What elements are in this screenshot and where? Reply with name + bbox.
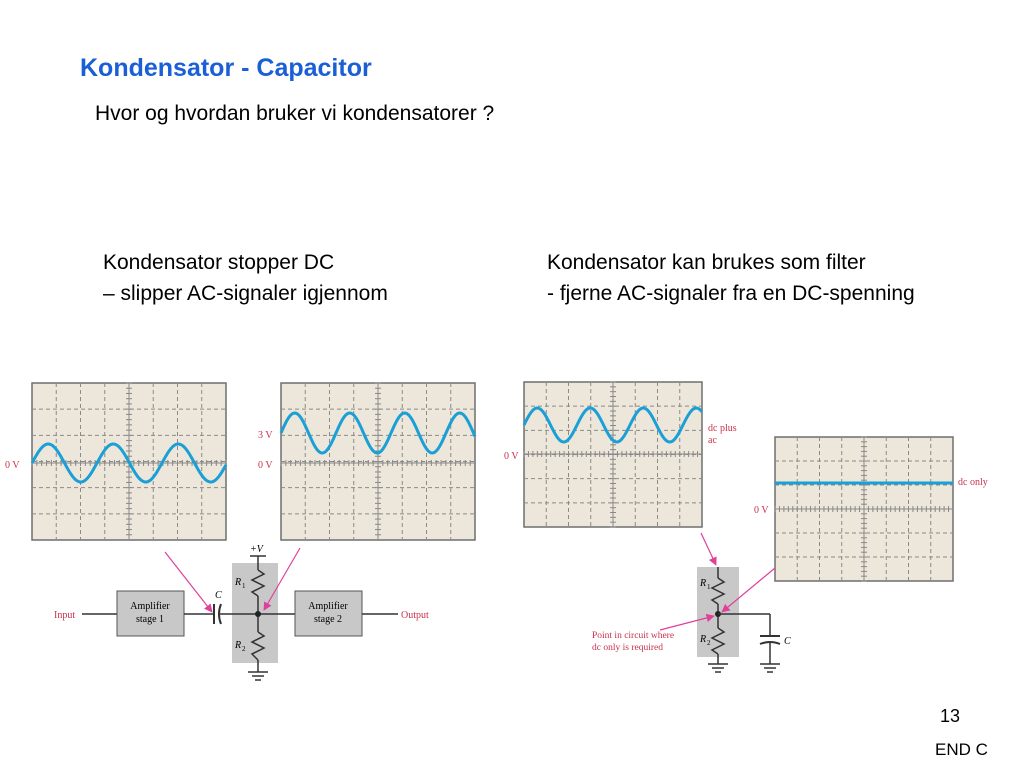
r2-subscript-right: 2 bbox=[707, 639, 711, 647]
scope-left-2 bbox=[281, 383, 475, 540]
stage1-line2: stage 1 bbox=[135, 614, 165, 625]
point-note-line1: Point in circuit where bbox=[592, 631, 675, 641]
slide-title: Kondensator - Capacitor bbox=[80, 54, 372, 82]
left-caption-line2: – slipper AC-signaler igjennom bbox=[103, 282, 388, 305]
r1-label: R bbox=[235, 577, 242, 588]
slide-subtitle: Hvor og hvordan bruker vi kondensatorer ? bbox=[95, 102, 495, 125]
scope-right-1-annotation-1: dc plus bbox=[708, 423, 737, 434]
scope-right-2 bbox=[775, 437, 953, 581]
scope-right-2-zero-label: 0 V bbox=[754, 505, 769, 516]
r2-label: R bbox=[235, 640, 242, 651]
capacitor-label: C bbox=[215, 590, 222, 601]
r1-subscript: 1 bbox=[242, 582, 246, 590]
arrow-right-scope1 bbox=[701, 533, 716, 565]
stage1-line1: Amplifier bbox=[130, 601, 170, 612]
scope-left-1 bbox=[32, 383, 226, 540]
stage2-line1: Amplifier bbox=[308, 601, 348, 612]
scope-right-1 bbox=[524, 382, 702, 527]
supply-label: +V bbox=[250, 544, 263, 555]
scope-left-2-dc-label: 3 V bbox=[258, 430, 273, 441]
stage2-line2: stage 2 bbox=[313, 614, 343, 625]
output-label: Output bbox=[401, 610, 429, 621]
scope-right-2-annotation: dc only bbox=[958, 477, 988, 488]
right-caption-line2: - fjerne AC-signaler fra en DC-spenning bbox=[547, 282, 915, 305]
footer-label: END C bbox=[935, 740, 988, 759]
scope-right-1-annotation-2: ac bbox=[708, 435, 717, 446]
filter-capacitor-label: C bbox=[784, 636, 791, 647]
page-number: 13 bbox=[940, 706, 961, 726]
input-label: Input bbox=[54, 610, 76, 621]
scope-left-2-zero-label: 0 V bbox=[258, 460, 273, 471]
r1-subscript-right: 1 bbox=[707, 583, 711, 591]
scope-left-1-zero-label: 0 V bbox=[5, 460, 20, 471]
left-caption-line1: Kondensator stopper DC bbox=[103, 251, 335, 274]
point-note-line2: dc only is required bbox=[592, 643, 663, 653]
scope-right-1-zero-label: 0 V bbox=[504, 451, 519, 462]
r2-subscript: 2 bbox=[242, 645, 246, 653]
right-caption-line1: Kondensator kan brukes som filter bbox=[547, 251, 866, 274]
r2-label-right: R bbox=[700, 634, 707, 645]
r1-label-right: R bbox=[700, 578, 707, 589]
